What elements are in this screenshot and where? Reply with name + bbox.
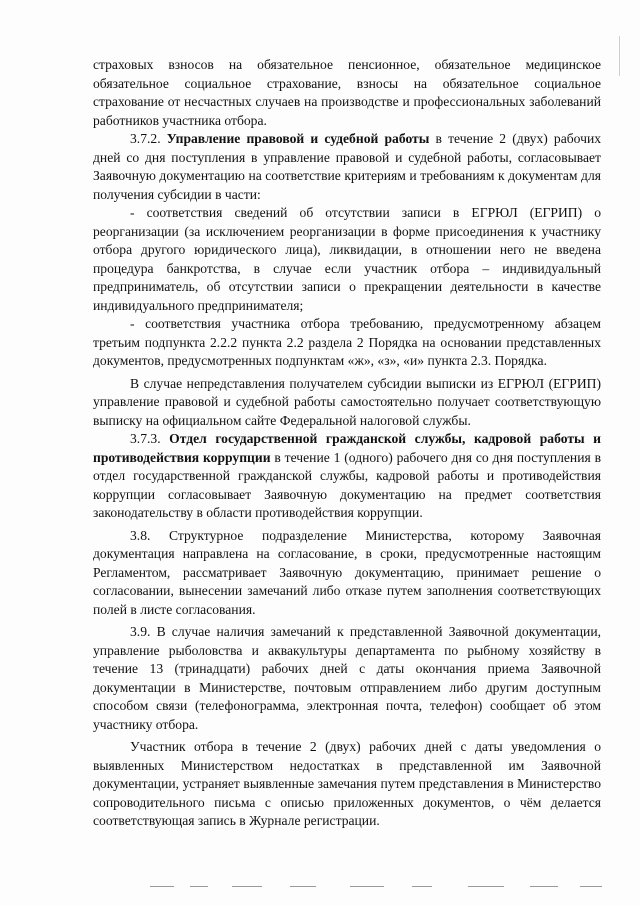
paragraph-participant-corrections: Участник отбора в течение 2 (двух) рабочих дней с даты уведомления о выявленных Министерством недостатках в представленной им Заявочной документации, устраняет выявленные замечания путем представления в Министерство сопроводительного письма с описью приложенных документов, о чём делается соответствующая запись в Журнале регистрации. — [93, 739, 601, 828]
paragraph-egrul-extract: В случае непредставления получателем субсидии выписки из ЕГРЮЛ (ЕГРИП) управление правовой и судебной работы самостоятельно получает соответствующую выписку на официальном сайте Федеральной налоговой службы. — [93, 375, 601, 428]
clause-heading-legal-department: Управление правовой и судебной работы — [166, 131, 430, 146]
paragraph-egrul-check: - соответствия сведений об отсутствии записи в ЕГРЮЛ (ЕГРИП) о реорганизации (за исключением реорганизации в форме присоединения к участнику отбора другого юридического лица), ликвидации, в отношении него не введена процедура банкротства, в случае если участник отбора – индивидуальный предприниматель, об отсутствии записи о прекращении деятельности в качестве индивидуального предпринимателя; — [93, 205, 601, 313]
document-body — [93, 56, 601, 831]
clause-heading-civil-service-department: Отдел государственной гражданской службы, кадровой работы и противодействия коррупции — [93, 431, 602, 465]
clause-number: 3.7.2. — [130, 131, 161, 146]
clause-text: в течение 1 (одного) рабочего дня со дня поступления в отдел государственной гражданской службы, кадровой работы и противодействия коррупции согласовывает Заявочную документацию на предмет соответствия законодательству в области противодействия коррупции. — [93, 449, 601, 520]
paragraph-insurance-contributions: страховых взносов на обязательное пенсионное, обязательное медицинское обязательное социальное страхование, взносы на обязательное социальное страхование от несчастных случаев на производстве и профессиональных заболеваний работников участника отбора. — [93, 57, 601, 128]
scan-edge-mark — [619, 36, 626, 76]
clause-number: 3.7.3. — [130, 431, 161, 446]
paragraph-3-7-3 — [93, 430, 601, 523]
paragraph-requirement-check: - соответствия участника отбора требованию, предусмотренному абзацем третьим подпункта 2.2.2 пункта 2.2 раздела 2 Порядка на основании представленных документов, предусмотренных подпунктам «ж», «з», «и» пункта 2.3. Порядка. — [93, 316, 601, 368]
clause-text: в течение 2 (двух) рабочих дней со дня поступления в управление правовой и судебной работы, согласовывает Заявочную документацию на соответствие критериям и требованиям к документам для получения субсидии в части: — [93, 131, 602, 202]
paragraph-3-7-2 — [93, 130, 601, 204]
scan-bottom-artifacts — [150, 886, 610, 890]
paragraph-3-9: 3.9. В случае наличия замечаний к представленной Заявочной документации, управление рыболовства и аквакультуры департамента по рыбному хозяйству в течение 13 (тринадцати) рабочих дней с даты окончания приема Заявочной документации в Министерстве, почтовым отправлением либо другим доступным способом связи (телефонограмма, электронная почта, телефон) сообщает об этом участнику отбора. — [93, 624, 601, 732]
paragraph-3-8: 3.8. Структурное подразделение Министерства, которому Заявочная документация направлена на согласование, в сроки, предусмотренные настоящим Регламентом, рассматривает Заявочную документацию, принимает решение о согласовании, вынесении замечаний либо отказе путем заполнения соответствующих полей в листе согласования. — [93, 527, 601, 617]
